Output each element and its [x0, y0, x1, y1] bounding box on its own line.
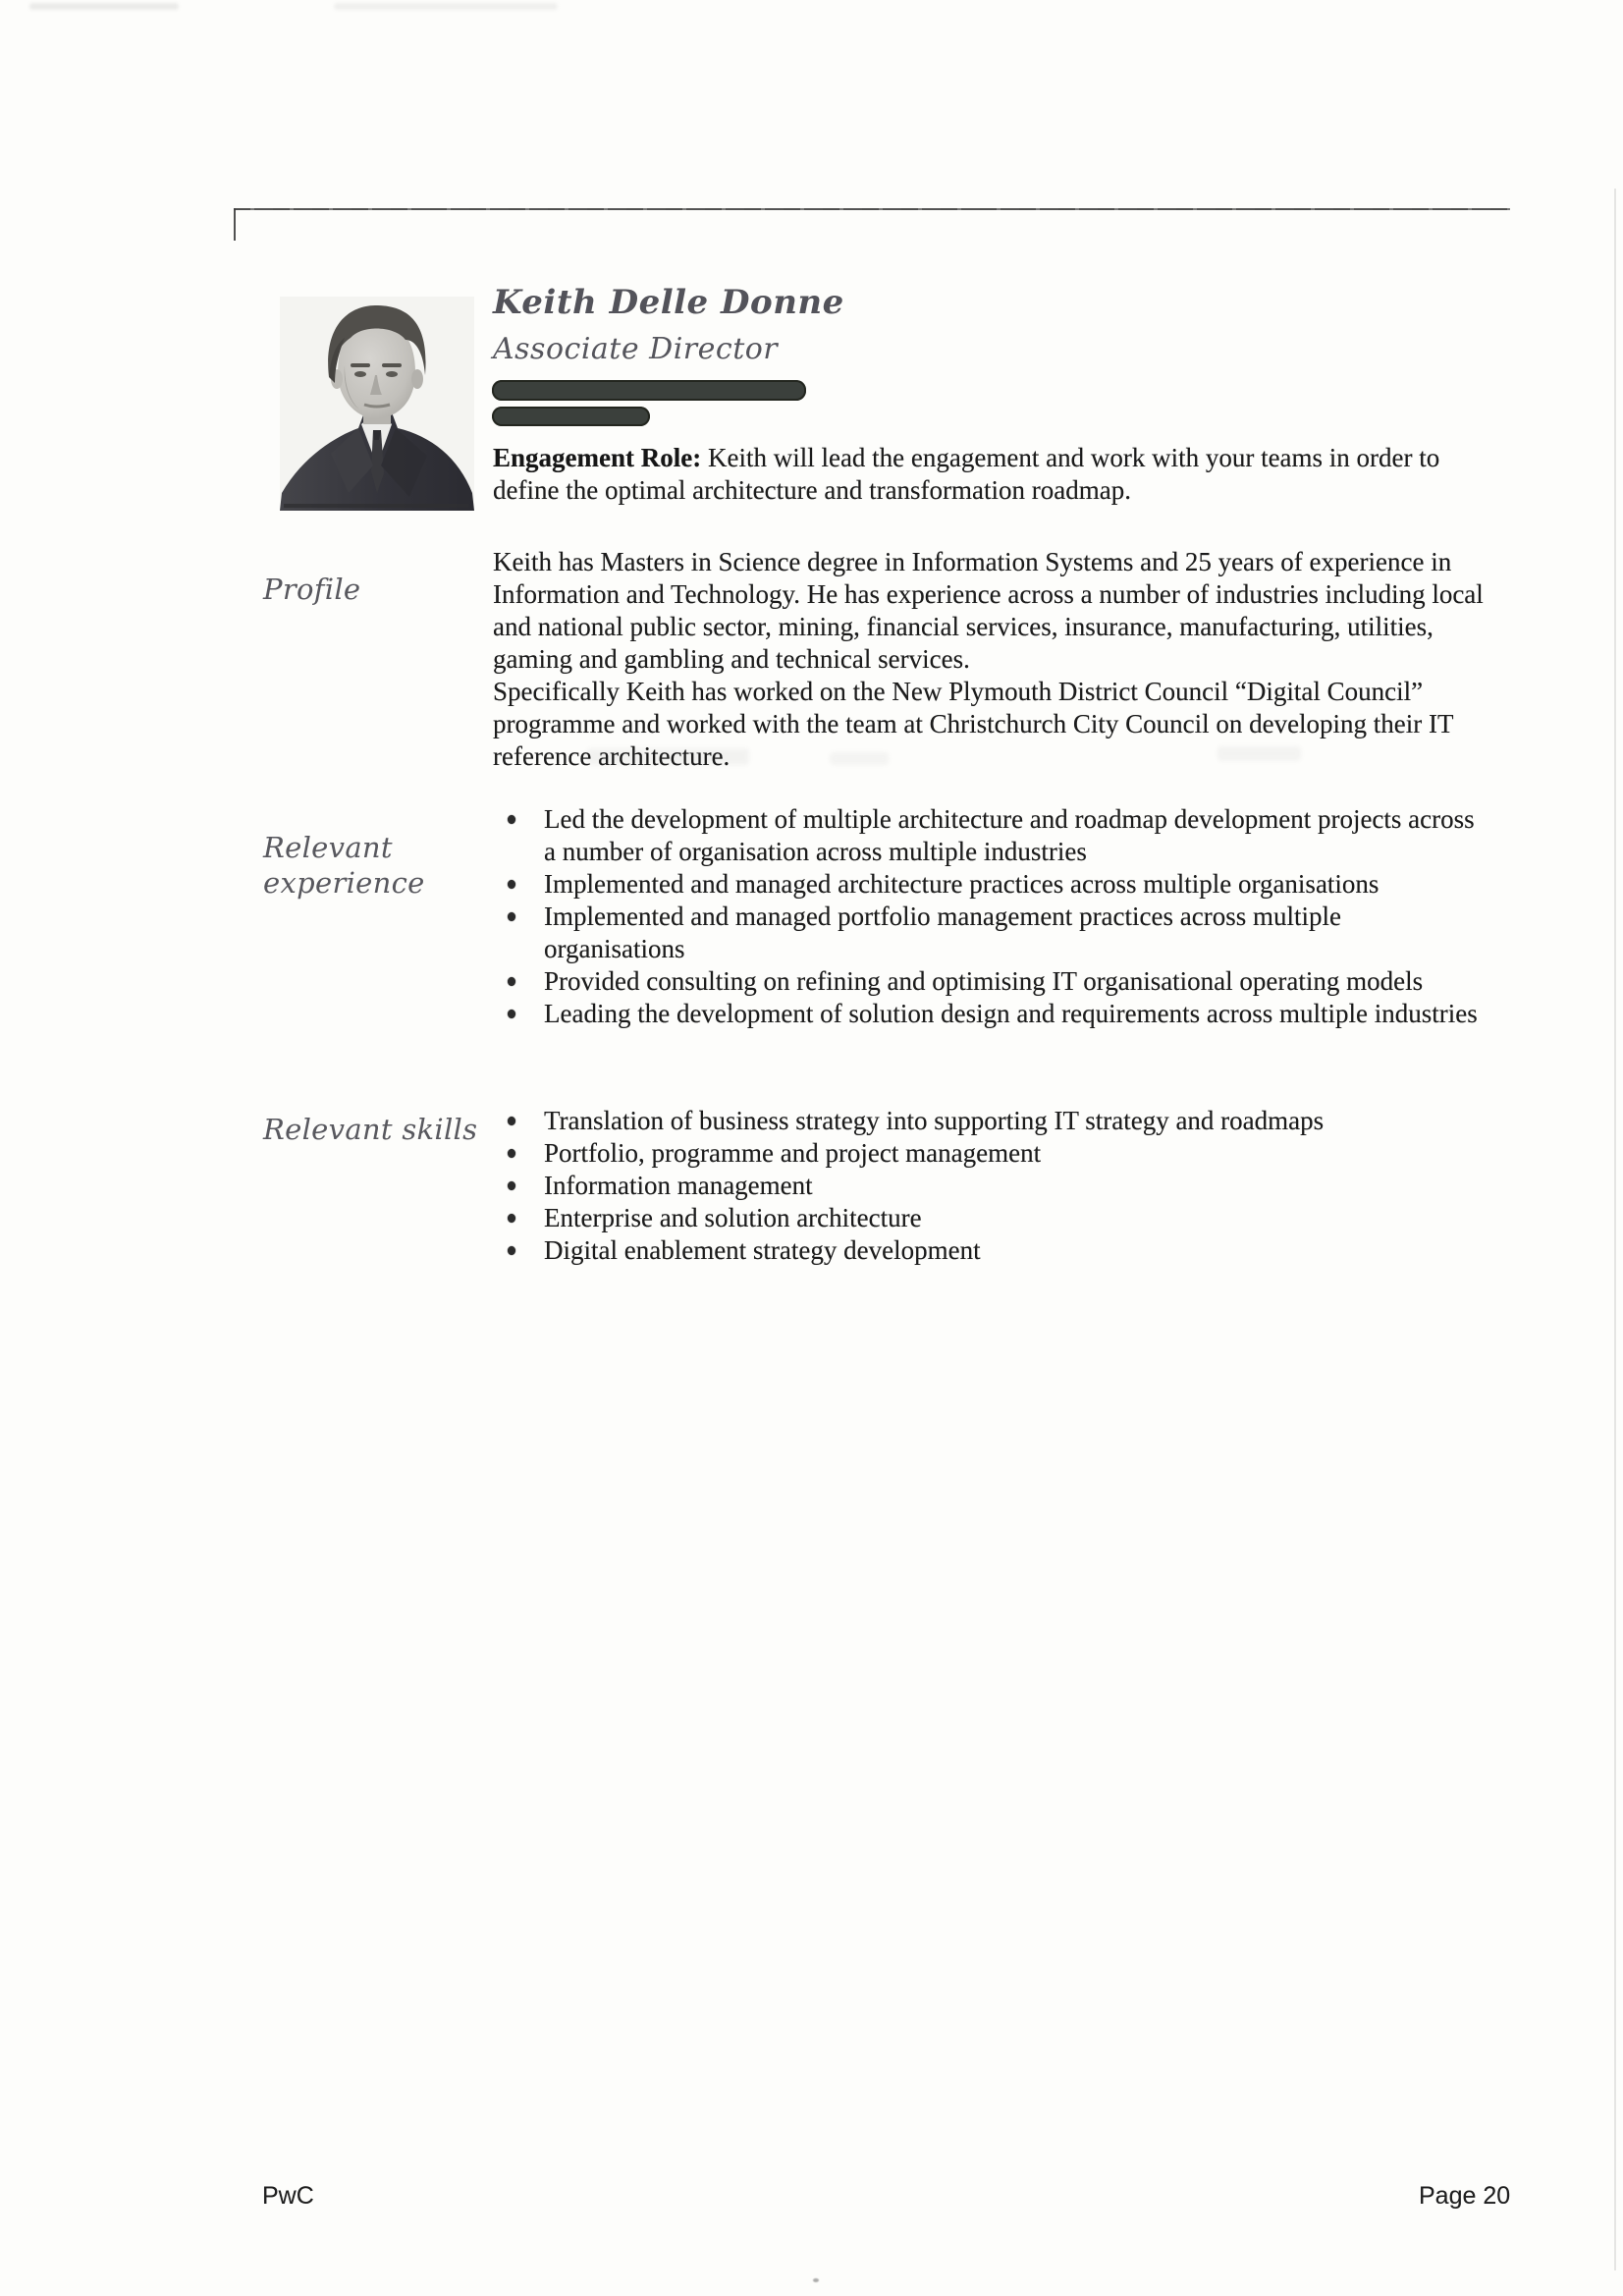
experience-bullet: Led the development of multiple architecture and roadmap development projects across a number of organisation across multiple industries — [493, 803, 1485, 868]
experience-bullet: Leading the development of solution design and requirements across multiple industries — [493, 998, 1485, 1030]
skills-bullet: Portfolio, programme and project management — [493, 1137, 1485, 1170]
skills-bullet: Translation of business strategy into supporting IT strategy and roadmaps — [493, 1105, 1485, 1137]
redaction-bar-long — [492, 380, 806, 401]
experience-bullet-list — [493, 803, 1485, 1030]
footer-brand: PwC — [262, 2182, 314, 2210]
scan-speck — [813, 2278, 819, 2282]
redaction-bar-short — [492, 407, 650, 426]
experience-bullet: Implemented and managed architecture practices across multiple organisations — [493, 868, 1485, 901]
skills-bullet: Enterprise and solution architecture — [493, 1202, 1485, 1234]
experience-bullet: Provided consulting on refining and optimising IT organisational operating models — [493, 965, 1485, 998]
engagement-role-label: Engagement Role: — [493, 443, 702, 472]
header-divider-line — [234, 208, 1510, 210]
portrait-image — [280, 297, 474, 511]
profile-photo — [280, 297, 474, 511]
profile-section — [493, 546, 1514, 773]
section-label-relevant-skills: Relevant skills — [263, 1113, 478, 1146]
engagement-role-text: Keith will lead the engagement and work with your teams in order to define the optimal architecture and transformation roadmap. — [493, 443, 1440, 505]
scan-smudge — [29, 3, 179, 10]
person-job-title: Associate Director — [493, 332, 779, 366]
section-label-relevant-experience: Relevant experience — [263, 831, 425, 900]
experience-bullet: Implemented and managed portfolio management practices across multiple organisations — [493, 901, 1485, 965]
page-edge-shadow — [1614, 189, 1616, 2270]
profile-paragraph-2: Specifically Keith has worked on the New Plymouth District Council “Digital Council” programme and worked with the team at Christchurch City Council on developing their IT reference architecture. — [493, 677, 1454, 771]
engagement-role-paragraph — [493, 442, 1475, 507]
footer-page-number: Page 20 — [1419, 2182, 1511, 2210]
skills-bullet: Digital enablement strategy development — [493, 1234, 1485, 1267]
profile-paragraph-1: Keith has Masters in Science degree in Information Systems and 25 years of experience in Information and Technology. He has experience across a number of industries including local and national public sector, mining, financial services, insurance, manufacturing, utilities, gaming and gambling and technical services. — [493, 547, 1484, 674]
header-divider-corner — [234, 208, 236, 241]
section-label-profile: Profile — [263, 573, 361, 606]
skills-bullet-list — [493, 1105, 1485, 1267]
person-name: Keith Delle Donne — [493, 283, 844, 322]
skills-bullet: Information management — [493, 1170, 1485, 1202]
scan-smudge — [334, 3, 558, 10]
